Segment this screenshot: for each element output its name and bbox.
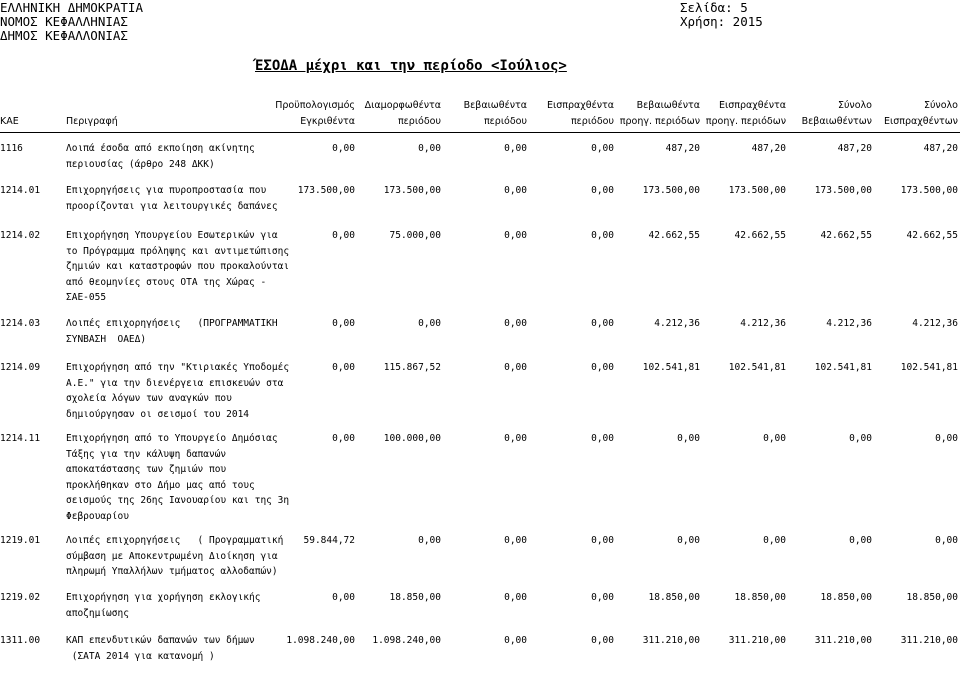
amount-cell-6: 102.541,81 xyxy=(728,362,786,373)
amount-cell-5: 487,20 xyxy=(665,143,700,154)
amount-cell-7: 4.212,36 xyxy=(826,318,872,329)
amount-cell-5: 0,00 xyxy=(677,535,700,546)
col-header-2-line-1: Διαμορφωθέντα xyxy=(364,100,441,111)
amount-cell-6: 311.210,00 xyxy=(728,635,786,646)
header-left-line-1: ΕΛΛΗΝΙΚΗ ΔΗΜΟΚΡΑΤΙΑ xyxy=(0,0,143,15)
page-number: Σελίδα: 5 xyxy=(680,0,748,15)
amount-cell-7: 173.500,00 xyxy=(814,185,872,196)
header-rule xyxy=(0,132,960,133)
kae-code: 1214.03 xyxy=(0,318,41,329)
amount-cell-3: 0,00 xyxy=(504,143,527,154)
description-line: προκλήθηκαν στο Δήμο μας από τους xyxy=(66,479,255,491)
amount-cell-1: 0,00 xyxy=(332,143,355,154)
page-title: ΈΣΟΔΑ μέχρι και την περίοδο <Ιούλιος> xyxy=(255,58,567,74)
amount-cell-5: 173.500,00 xyxy=(642,185,700,196)
amount-cell-5: 0,00 xyxy=(677,433,700,444)
description-line: Λοιπές επιχορηγήσεις ( Προγραμματική xyxy=(66,535,284,546)
amount-cell-3: 0,00 xyxy=(504,230,527,241)
amount-cell-4: 0,00 xyxy=(591,143,614,154)
amount-cell-7: 42.662,55 xyxy=(820,230,872,241)
amount-cell-7: 0,00 xyxy=(849,433,872,444)
amount-cell-4: 0,00 xyxy=(591,185,614,196)
amount-cell-8: 42.662,55 xyxy=(906,230,958,241)
amount-cell-6: 0,00 xyxy=(763,535,786,546)
amount-cell-2: 100.000,00 xyxy=(383,433,441,444)
description-line: σύμβαση με Αποκεντρωμένη Διοίκηση για xyxy=(66,550,278,562)
description-line: Λοιπές επιχορηγήσεις (ΠΡΟΓΡΑΜΜΑΤΙΚΗ xyxy=(66,318,278,329)
amount-cell-5: 42.662,55 xyxy=(648,230,700,241)
amount-cell-4: 0,00 xyxy=(591,318,614,329)
amount-cell-5: 4.212,36 xyxy=(654,318,700,329)
description-line: Τάξης για την κάλυψη δαπανών xyxy=(66,448,227,460)
kae-code: 1214.11 xyxy=(0,433,41,444)
amount-cell-3: 0,00 xyxy=(504,185,527,196)
description-line: (ΣΑΤΑ 2014 για κατανομή ) xyxy=(66,650,215,662)
amount-cell-4: 0,00 xyxy=(591,230,614,241)
amount-cell-8: 311.210,00 xyxy=(900,635,958,646)
description-line: το Πρόγραμμα πρόληψης και αντιμετώπισης xyxy=(66,245,290,257)
description-line: σχολεία λόγων των αναγκών που xyxy=(66,393,232,405)
kae-code: 1116 xyxy=(0,143,23,154)
description-line: ΣΥΝΒΑΣΗ ΟΑΕΔ) xyxy=(66,333,147,345)
amount-cell-6: 487,20 xyxy=(751,143,786,154)
amount-cell-2: 0,00 xyxy=(418,318,441,329)
amount-cell-6: 42.662,55 xyxy=(734,230,786,241)
amount-cell-8: 487,20 xyxy=(923,143,958,154)
amount-cell-3: 0,00 xyxy=(504,592,527,603)
description-line: Επιχορήγηση από το Υπουργείο Δημόσιας xyxy=(66,433,278,444)
amount-cell-1: 0,00 xyxy=(332,318,355,329)
description-line: ΣΑΕ-055 xyxy=(66,292,107,304)
amount-cell-4: 0,00 xyxy=(591,433,614,444)
col-header-8-line-2: Εισπραχθέντων xyxy=(884,116,958,127)
col-header-5-line-2: προηγ. περιόδων xyxy=(619,116,700,127)
amount-cell-8: 0,00 xyxy=(935,433,958,444)
amount-cell-6: 4.212,36 xyxy=(740,318,786,329)
kae-code: 1311.00 xyxy=(0,635,41,646)
description-line: Επιχορήγηση Υπουργείου Εσωτερικών για xyxy=(66,230,278,241)
col-header-5-line-1: Βεβαιωθέντα xyxy=(636,100,700,111)
description-line: προορίζονται για λειτουργικές δαπάνες xyxy=(66,200,278,212)
amount-cell-7: 102.541,81 xyxy=(814,362,872,373)
col-header-6-line-1: Εισπραχθέντα xyxy=(719,100,786,111)
header-left-line-3: ΔΗΜΟΣ ΚΕΦΑΛΛΟΝΙΑΣ xyxy=(0,28,128,43)
description-line: Α.Ε." για την διενέργεια επισκευών στα xyxy=(66,377,284,389)
col-header-6-line-2: προηγ. περιόδων xyxy=(705,116,786,127)
description-line: Επιχορήγηση για χορήγηση εκλογικής xyxy=(66,592,261,603)
col-header-1-line-1: Προϋπολογισμός xyxy=(275,100,355,111)
description-line: από θεομηνίες στους ΟΤΑ της Χώρας - xyxy=(66,276,267,288)
amount-cell-4: 0,00 xyxy=(591,535,614,546)
amount-cell-2: 173.500,00 xyxy=(383,185,441,196)
amount-cell-3: 0,00 xyxy=(504,433,527,444)
col-header-2-line-2: περιόδου xyxy=(397,116,441,127)
amount-cell-6: 173.500,00 xyxy=(728,185,786,196)
amount-cell-4: 0,00 xyxy=(591,635,614,646)
description-line: αποκατάστασης των ζημιών που xyxy=(66,464,227,476)
amount-cell-8: 102.541,81 xyxy=(900,362,958,373)
description-line: Επιχορηγήσεις για πυροπροστασία που xyxy=(66,185,267,196)
amount-cell-3: 0,00 xyxy=(504,535,527,546)
amount-cell-1: 0,00 xyxy=(332,592,355,603)
description-line: Επιχορήγηση από την "Κτιριακές Υποδομές xyxy=(66,362,290,373)
amount-cell-7: 311.210,00 xyxy=(814,635,872,646)
description-line: αποζημίωσης xyxy=(66,607,129,619)
col-header-4-line-1: Εισπραχθέντα xyxy=(547,100,614,111)
amount-cell-7: 18.850,00 xyxy=(820,592,872,603)
col-header-1-line-2: Εγκριθέντα xyxy=(300,116,355,127)
amount-cell-5: 18.850,00 xyxy=(648,592,700,603)
col-header-7-line-1: Σύνολο xyxy=(837,100,872,111)
amount-cell-1: 0,00 xyxy=(332,362,355,373)
amount-cell-2: 1.098.240,00 xyxy=(372,635,441,646)
amount-cell-5: 102.541,81 xyxy=(642,362,700,373)
amount-cell-6: 18.850,00 xyxy=(734,592,786,603)
amount-cell-3: 0,00 xyxy=(504,635,527,646)
description-line: δημιούργησαν οι σεισμοί του 2014 xyxy=(66,408,250,420)
amount-cell-8: 18.850,00 xyxy=(906,592,958,603)
col-header-8-line-1: Σύνολο xyxy=(923,100,958,111)
description-line: ζημιών και καταστροφών που προκαλούνται xyxy=(66,261,290,273)
kae-code: 1214.01 xyxy=(0,185,41,196)
col-header-kae: ΚΑΕ xyxy=(0,116,19,127)
col-header-description: Περιγραφή xyxy=(66,116,118,127)
amount-cell-7: 487,20 xyxy=(837,143,872,154)
amount-cell-5: 311.210,00 xyxy=(642,635,700,646)
kae-code: 1214.02 xyxy=(0,230,41,241)
amount-cell-1: 0,00 xyxy=(332,433,355,444)
amount-cell-2: 18.850,00 xyxy=(389,592,441,603)
amount-cell-1: 1.098.240,00 xyxy=(286,635,355,646)
amount-cell-6: 0,00 xyxy=(763,433,786,444)
amount-cell-3: 0,00 xyxy=(504,362,527,373)
description-line: ΚΑΠ επενδυτικών δαπανών των δήμων xyxy=(66,635,255,646)
description-line: Φεβρουαρίου xyxy=(66,511,129,522)
header-left-line-2: ΝΟΜΟΣ ΚΕΦΑΛΛΗΝΙΑΣ xyxy=(0,14,128,29)
amount-cell-7: 0,00 xyxy=(849,535,872,546)
amount-cell-8: 4.212,36 xyxy=(912,318,958,329)
amount-cell-4: 0,00 xyxy=(591,592,614,603)
amount-cell-8: 173.500,00 xyxy=(900,185,958,196)
amount-cell-8: 0,00 xyxy=(935,535,958,546)
col-header-7-line-2: Βεβαιωθέντων xyxy=(801,116,872,127)
amount-cell-2: 75.000,00 xyxy=(389,230,441,241)
col-header-3-line-2: περιόδου xyxy=(483,116,527,127)
amount-cell-1: 173.500,00 xyxy=(297,185,355,196)
amount-cell-2: 115.867,52 xyxy=(383,362,441,373)
col-header-4-line-2: περιόδου xyxy=(570,116,614,127)
fiscal-year: Χρήση: 2015 xyxy=(680,14,763,29)
col-header-3-line-1: Βεβαιωθέντα xyxy=(463,100,527,111)
amount-cell-1: 59.844,72 xyxy=(303,535,355,546)
description-line: πληρωμή Υπαλλήλων τμήματος αλλοδαπών) xyxy=(66,566,278,578)
description-line: σεισμούς της 26ης Ιανουαρίου και της 3η xyxy=(66,495,290,507)
description-line: περιουσίας (άρθρο 248 ΔΚΚ) xyxy=(66,158,215,170)
description-line: Λοιπά έσοδα από εκποίηση ακίνητης xyxy=(66,143,255,154)
amount-cell-3: 0,00 xyxy=(504,318,527,329)
kae-code: 1214.09 xyxy=(0,362,41,373)
kae-code: 1219.02 xyxy=(0,592,41,603)
amount-cell-2: 0,00 xyxy=(418,535,441,546)
amount-cell-2: 0,00 xyxy=(418,143,441,154)
kae-code: 1219.01 xyxy=(0,535,41,546)
amount-cell-4: 0,00 xyxy=(591,362,614,373)
amount-cell-1: 0,00 xyxy=(332,230,355,241)
